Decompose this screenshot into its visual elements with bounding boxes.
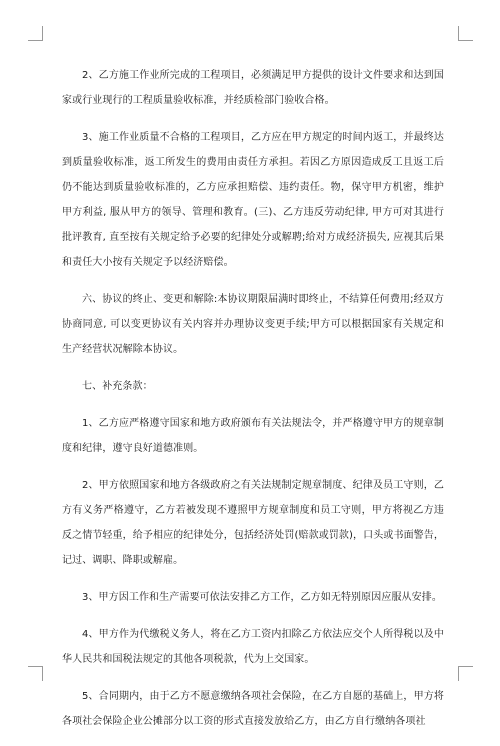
paragraph-termination: 六、协议的终止、变更和解除:本协议期限届满时即终止，不结算任何费用;经双方协商同意, 可以变更协议有关内容并办理协议变更手续;甲方可以根据国家有关规定和生产经营状况解除本协议。 <box>62 294 444 355</box>
paragraph-clause-3: 3、施工作业质量不合格的工程项目，乙方应在甲方规定的时间内返工，并最终达到质量验收标准，返工所发生的费用由责任方承担。若因乙方原因造成反工且返工后仍不能达到质量验收标准的，乙方应承担赔偿、违约责任。物，保守甲方机密，维护甲方利益, 服从甲方的领导、管理和教育。(三)、乙方违反劳动纪律, 甲方可对其进行批评教育, 直至按有关规定给予必要的纪律处分或解聘;给对方成经济损失, 应视其后果和责任大小按有关规定予以经济赔偿。 <box>62 132 444 268</box>
crop-mark-top-right <box>458 26 473 41</box>
crop-mark-bottom-right <box>458 666 473 681</box>
paragraph-supplementary-5: 5、合同期内，由于乙方不愿意缴纳各项社会保险，在乙方自愿的基础上，甲方将各项社会保险企业公摊部分以工资的形式直接发放给乙方，由乙方自行缴纳各项社 <box>62 691 444 727</box>
document-body <box>62 63 444 746</box>
paragraph-supplementary-4: 4、甲方作为代缴税义务人，将在乙方工资内扣除乙方依法应交个人所得税以及中华人民共和国税法规定的其他各项税款，代为上交国家。 <box>62 629 444 665</box>
paragraph-clause-2: 2、乙方施工作业所完成的工程项目，必须满足甲方提供的设计文件要求和达到国家或行业现行的工程质量验收标准，并经质检部门验收合格。 <box>62 70 444 106</box>
crop-mark-bottom-left <box>28 666 43 681</box>
paragraph-supplementary-1: 1、乙方应严格遵守国家和地方政府颁布有关法规法令，并严格遵守甲方的规章制度和纪律，遵守良好道德准则。 <box>62 418 444 454</box>
paragraph-supplementary-3: 3、甲方因工作和生产需要可依法安排乙方工作，乙方如无特别原因应服从安排。 <box>82 592 442 603</box>
paragraph-supplementary-heading: 七、补充条款： <box>82 381 153 392</box>
paragraph-supplementary-2: 2、甲方依照国家和地方各级政府之有关法规制定规章制度、纪律及员工守则，乙方有义务严格遵守，乙方若被发现不遵照甲方规章制度和员工守则，甲方将视乙方违反之情节轻重，给予相应的纪律处分，包括经济处罚(赔款或罚款)，口头或书面警告，记过、调职、降职或解雇。 <box>62 480 444 566</box>
crop-mark-top-left <box>28 26 43 41</box>
